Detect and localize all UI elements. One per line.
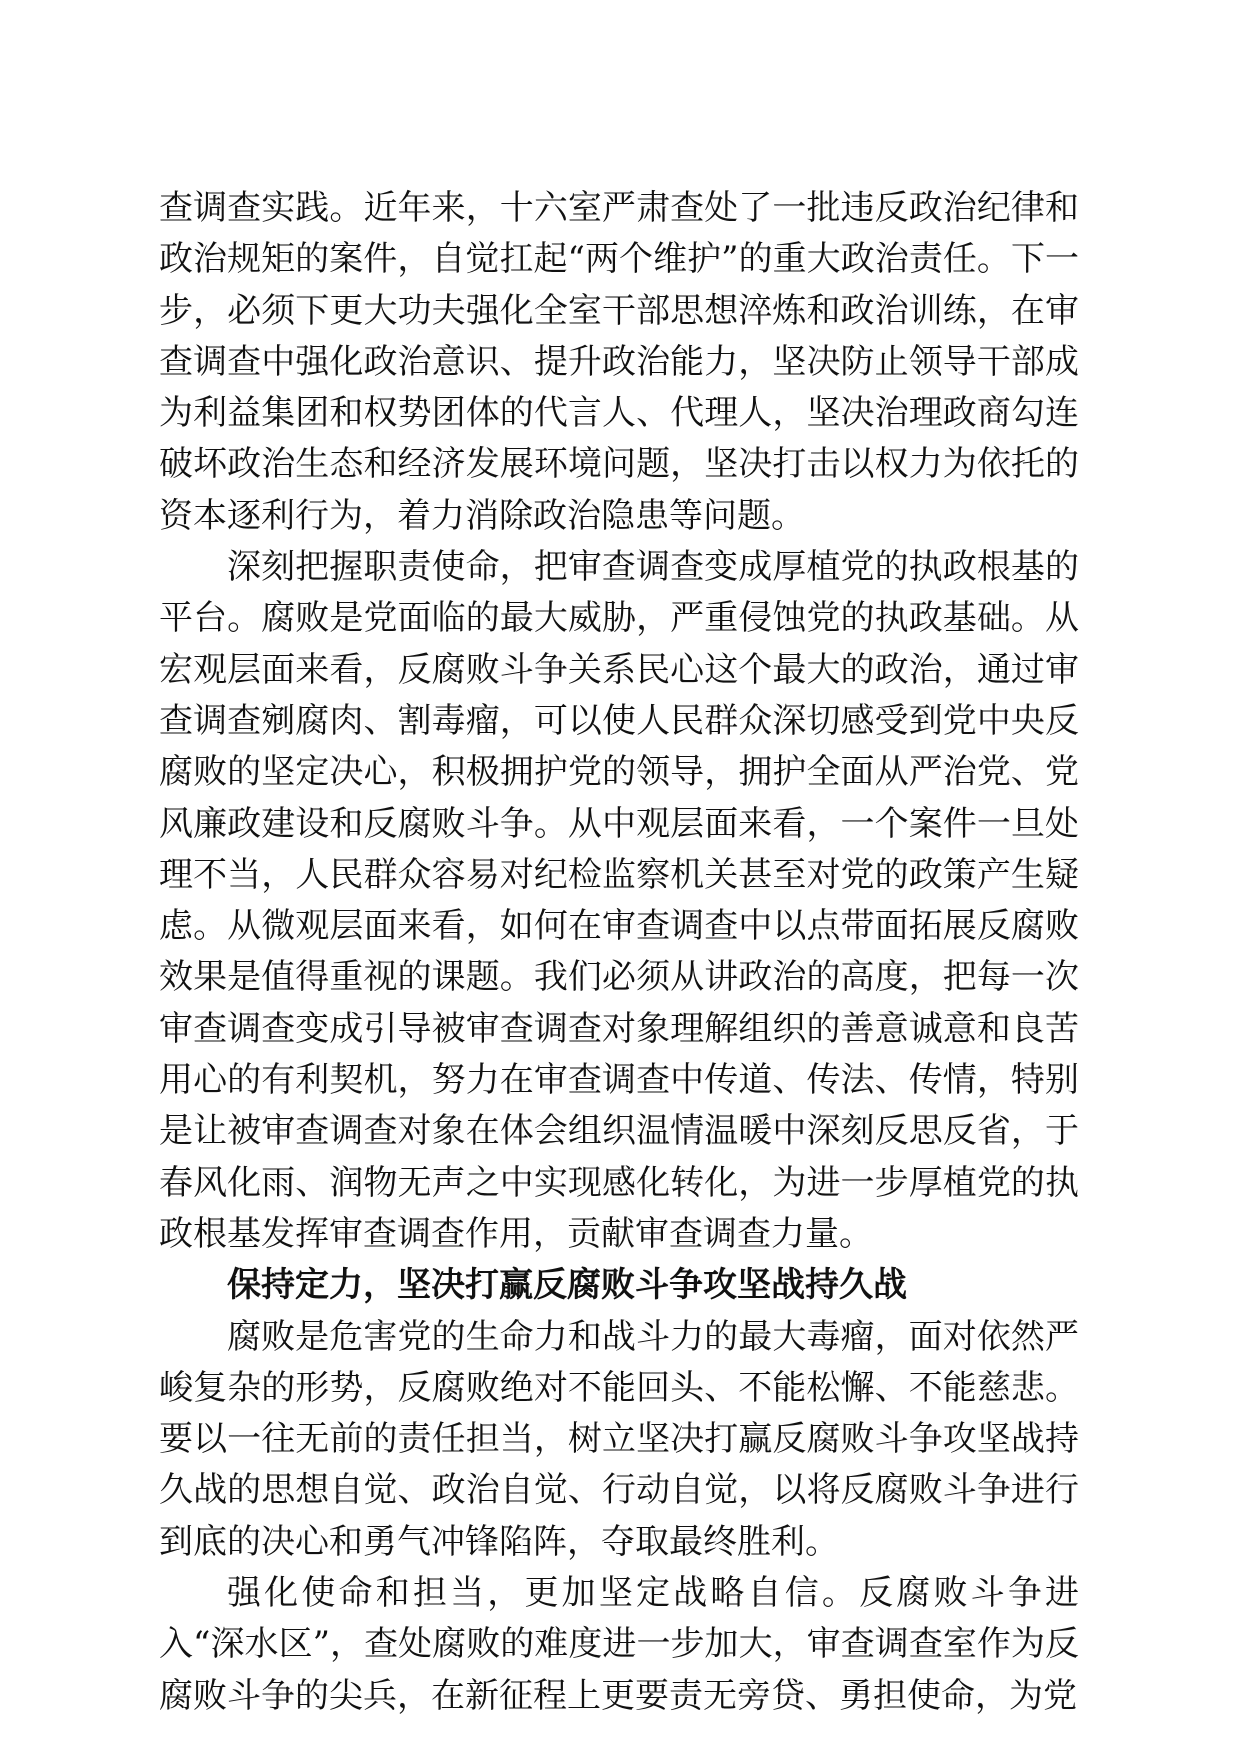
section-heading: 保持定力，坚决打赢反腐败斗争攻坚战持久战 <box>227 1265 907 1306</box>
paragraph-mission-strategy: 强化使命和担当，更加坚定战略自信。反腐败斗争进入“深水区”，查处腐败的难度进一步加大，审查调查室作为反腐败斗争的尖兵，在新征程上更要责无旁贷、勇担使命，为党 <box>159 1573 1079 1716</box>
paragraph-responsibility-mission: 深刻把握职责使命，把审查调查变成厚植党的执政根基的平台。腐败是党面临的最大威胁，严重侵蚀党的执政基础。从宏观层面来看，反腐败斗争关系民心这个最大的政治，通过审查调查剜腐肉、割毒瘤，可以使人民群众深切感受到党中央反腐败的坚定决心，积极拥护党的领导，拥护全面从严治党、党风廉政建设和反腐败斗争。从中观层面来看，一个案件一旦处理不当，人民群众容易对纪检监察机关甚至对党的政策产生疑虑。从微观层面来看，如何在审查调查中以点带面拓展反腐败效果是值得重视的课题。我们必须从讲政治的高度，把每一次审查调查变成引导被审查调查对象理解组织的善意诚意和良苦用心的有利契机，努力在审查调查中传道、传法、传情，特别是让被审查调查对象在体会组织温情温暖中深刻反思反省，于春风化雨、润物无声之中实现感化转化，为进一步厚植党的执政根基发挥审查调查作用，贡献审查调查力量。 <box>159 547 1079 1254</box>
paragraph-anti-corruption: 腐败是危害党的生命力和战斗力的最大毒瘤，面对依然严峻复杂的形势，反腐败绝对不能回头、不能松懈、不能慈悲。要以一往无前的责任担当，树立坚决打赢反腐败斗争攻坚战持久战的思想自觉、政治自觉、行动自觉，以将反腐败斗争进行到底的决心和勇气冲锋陷阵，夺取最终胜利。 <box>159 1316 1079 1562</box>
paragraph-continued: 查调查实践。近年来，十六室严肃查处了一批违反政治纪律和政治规矩的案件，自觉扛起“两个维护”的重大政治责任。下一步，必须下更大功夫强化全室干部思想淬炼和政治训练，在审查调查中强化政治意识、提升政治能力，坚决防止领导干部成为利益集团和权势团体的代言人、代理人，坚决治理政商勾连破坏政治生态和经济发展环境问题，坚决打击以权力为依托的资本逐利行为，着力消除政治隐患等问题。 <box>159 188 1079 536</box>
document-body <box>159 183 1079 1722</box>
